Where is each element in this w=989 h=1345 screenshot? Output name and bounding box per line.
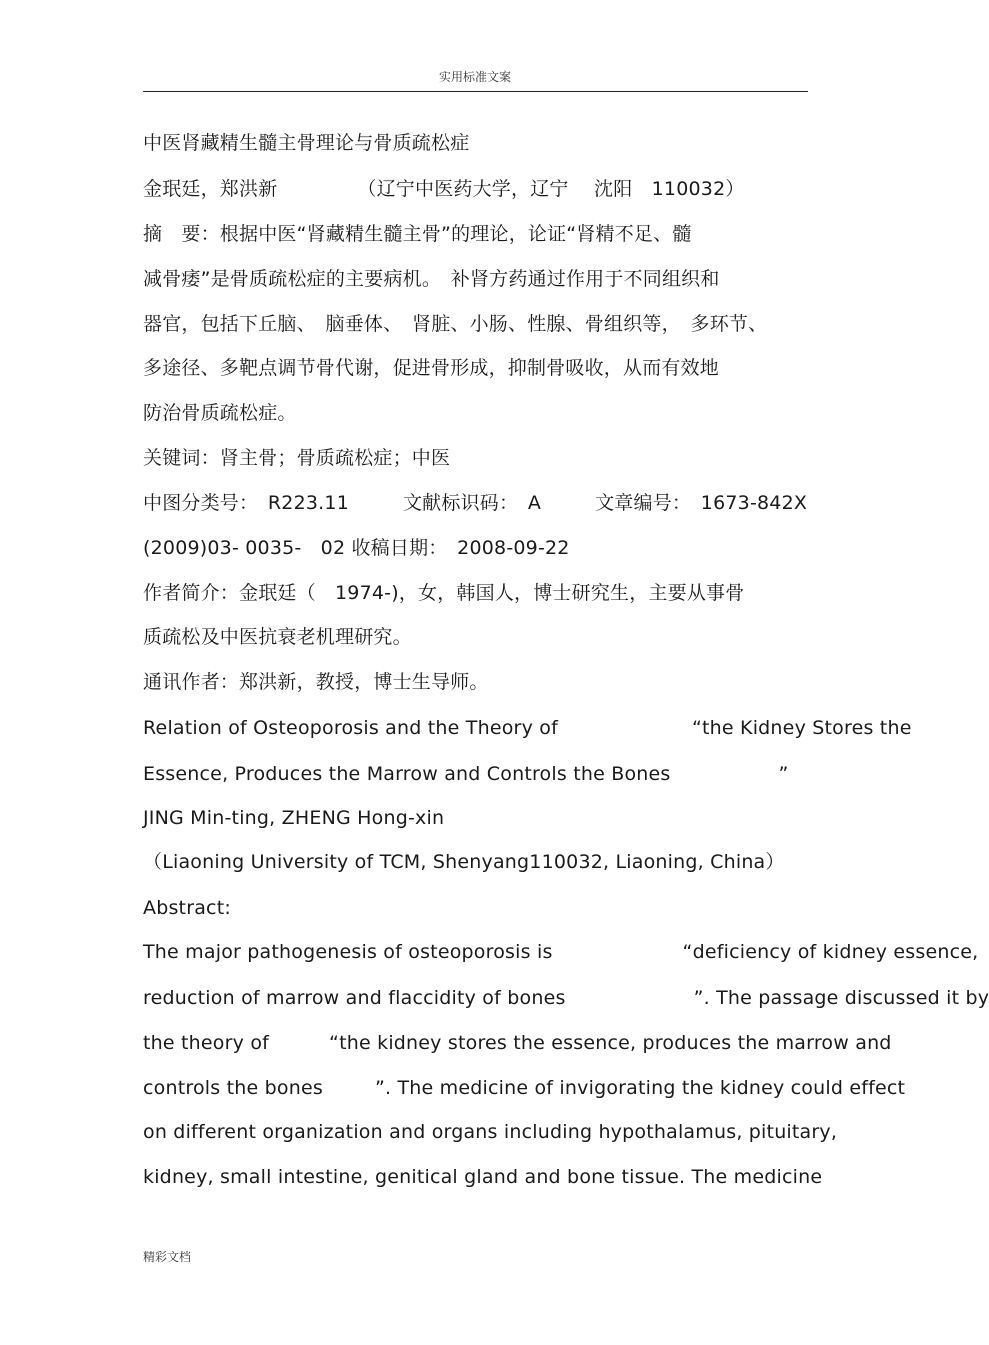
abstract-en-line: [143, 940, 978, 964]
abstract-en-part: the theory of: [143, 1032, 270, 1054]
article-number: 文章编号： 1673-842X: [595, 492, 808, 514]
abstract-en-line: kidney, small intestine, genitical gland and bone tissue. The medicine: [143, 1166, 823, 1188]
clc-number: 中图分类号： R223.11: [143, 492, 349, 514]
abstract-cn-line: 多途径、多靶点调节骨代谢，促进骨形成，抑制骨吸收，从而有效地: [143, 357, 720, 379]
keywords: 关键词：肾主骨；骨质疏松症；中医: [143, 447, 451, 469]
page-header: 实用标准文案: [438, 70, 511, 84]
english-affiliation: （Liaoning University of TCM, Shenyang110032, Liaoning, China）: [143, 851, 785, 873]
author-names: 金珉廷，郑洪新: [143, 178, 278, 200]
abstract-cn-line: 摘 要：根据中医“肾藏精生髓主骨”的理论，论证“肾精不足、髓: [143, 223, 692, 245]
corresponding-author: 通讯作者：郑洪新，教授，博士生导师。: [143, 671, 489, 693]
english-title-part: ”: [778, 763, 789, 785]
abstract-en-line: [143, 1076, 905, 1100]
author-bio-line: 质疏松及中医抗衰老机理研究。: [143, 626, 412, 648]
abstract-label: Abstract:: [143, 897, 231, 919]
english-title-line: [143, 716, 912, 740]
abstract-en-part: “the kidney stores the essence, produces the marrow and: [329, 1032, 892, 1054]
abstract-en-part: “deficiency of kidney essence,: [682, 941, 979, 963]
english-authors: JING Min-ting, ZHENG Hong-xin: [143, 807, 445, 829]
abstract-en-line: [143, 986, 989, 1010]
abstract-en-part: ”. The passage discussed it by: [693, 987, 989, 1009]
paper-title: 中医肾藏精生髓主骨理论与骨质疏松症: [143, 132, 470, 154]
document-code: 文献标识码： A: [402, 492, 542, 514]
abstract-cn-line: 器官，包括下丘脑、 脑垂体、 肾脏、小肠、性腺、骨组织等， 多环节、: [143, 313, 768, 335]
abstract-en-part: ”. The medicine of invigorating the kidney could effect: [374, 1077, 906, 1099]
english-title-part: “the Kidney Stores the: [691, 717, 912, 739]
abstract-en-part: reduction of marrow and flaccidity of bones: [143, 987, 566, 1009]
author-line: [143, 177, 745, 201]
header-divider: [143, 91, 808, 92]
author-bio-line: 作者简介：金珉廷（ 1974-)，女，韩国人，博士研究生，主要从事骨: [143, 582, 745, 604]
abstract-en-line: on different organization and organs including hypothalamus, pituitary,: [143, 1121, 838, 1143]
english-title-part: Essence, Produces the Marrow and Controls the Bones: [143, 763, 671, 785]
abstract-en-part: The major pathogenesis of osteoporosis is: [143, 941, 553, 963]
classification-line: [143, 491, 807, 515]
english-title-line: [143, 762, 789, 786]
abstract-cn-line: 防治骨质疏松症。: [143, 402, 297, 424]
abstract-en-part: controls the bones: [143, 1077, 323, 1099]
abstract-en-line: [143, 1031, 892, 1055]
abstract-cn-line: 减骨痿”是骨质疏松症的主要病机。 补肾方药通过作用于不同组织和: [143, 268, 720, 290]
page-footer: 精彩文档: [143, 1250, 192, 1264]
author-affiliation: （辽宁中医药大学，辽宁 沈阳 110032）: [357, 178, 745, 200]
issue-received-line: (2009)03- 0035- 02 收稿日期： 2008-09-22: [143, 537, 570, 559]
english-title-part: Relation of Osteoporosis and the Theory of: [143, 717, 558, 739]
